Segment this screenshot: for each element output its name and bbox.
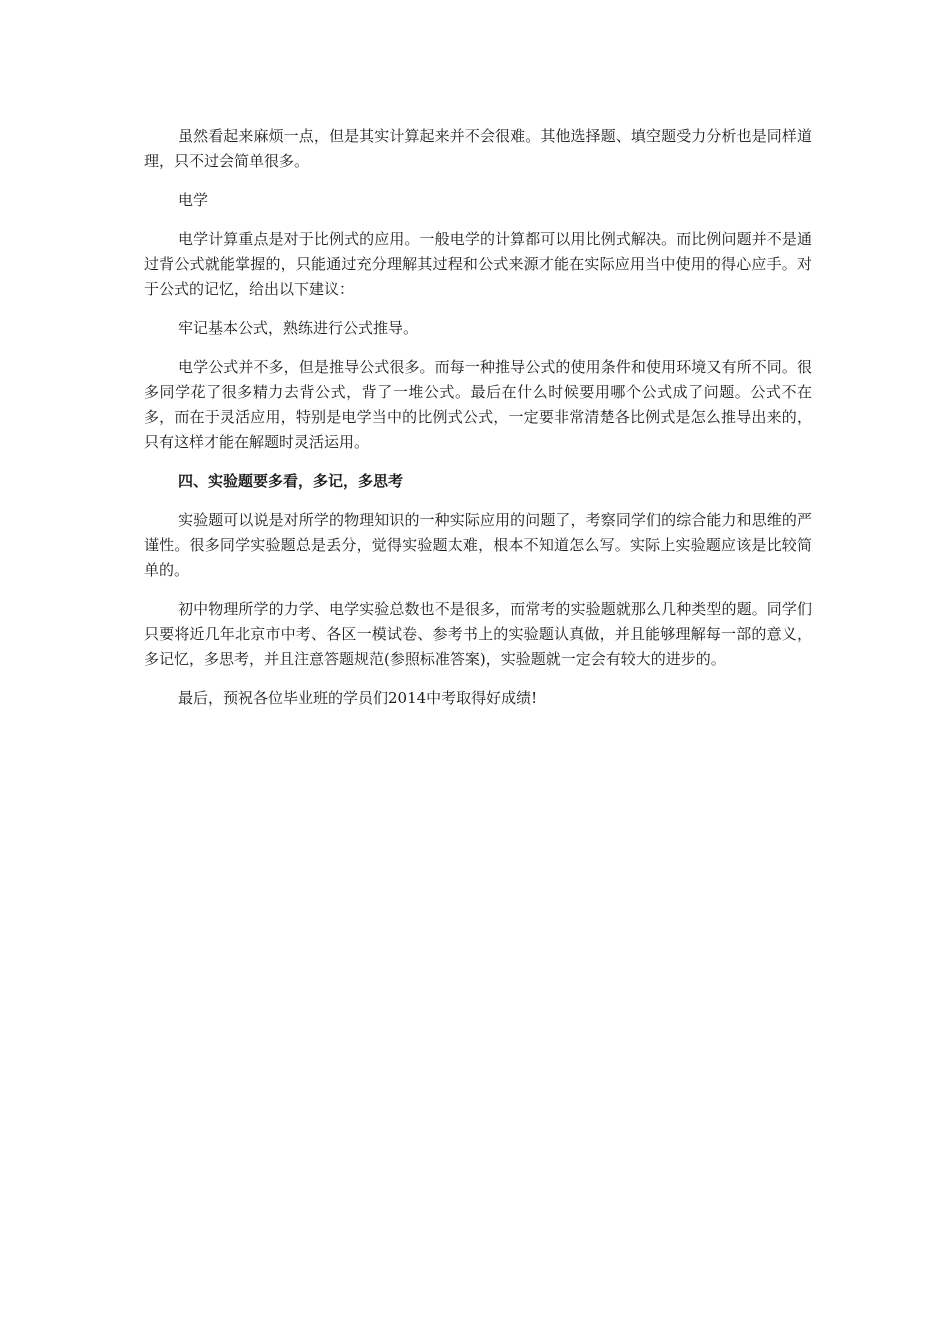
paragraph-electricity-ratio: 电学计算重点是对于比例式的应用。一般电学的计算都可以用比例式解决。而比例问题并不是通过背公式就能掌握的，只能通过充分理解其过程和公式来源才能在实际应用当中使用的得心应手。对于公式的记忆，给出以下建议： — [144, 230, 812, 298]
paragraph-formula-derivation: 电学公式并不多，但是推导公式很多。而每一种推导公式的使用条件和使用环境又有所不同。很多同学花了很多精力去背公式，背了一堆公式。最后在什么时候要用哪个公式成了问题。公式不在多，而在于灵活应用，特别是电学当中的比例式公式，一定要非常清楚各比例式是怎么推导出来的，只有这样才能在解题时灵活运用。 — [144, 358, 812, 451]
paragraph-formula-tip: 牢记基本公式，熟练进行公式推导。 — [178, 319, 419, 337]
paragraph-experiments-advice: 初中物理所学的力学、电学实验总数也不是很多，而常考的实验题就那么几种类型的题。同学们只要将近几年北京市中考、各区一模试卷、参考书上的实验题认真做，并且能够理解每一部的意义，多记忆，多思考，并且注意答题规范(参照标准答案)，实验题就一定会有较大的进步的。 — [144, 600, 812, 668]
paragraph-closing-wish: 最后，预祝各位毕业班的学员们2014中考取得好成绩! — [178, 689, 538, 707]
paragraph-experiments-intro: 实验题可以说是对所学的物理知识的一种实际应用的问题了，考察同学们的综合能力和思维的严谨性。很多同学实验题总是丢分，觉得实验题太难，根本不知道怎么写。实际上实验题应该是比较简单的。 — [144, 511, 812, 579]
document-body — [144, 124, 812, 725]
paragraph-mechanics-summary: 虽然看起来麻烦一点，但是其实计算起来并不会很难。其他选择题、填空题受力分析也是同样道理，只不过会简单很多。 — [144, 127, 812, 170]
section-title-electricity: 电学 — [178, 191, 209, 209]
section-heading-experiments: 四、实验题要多看，多记，多思考 — [178, 472, 404, 490]
